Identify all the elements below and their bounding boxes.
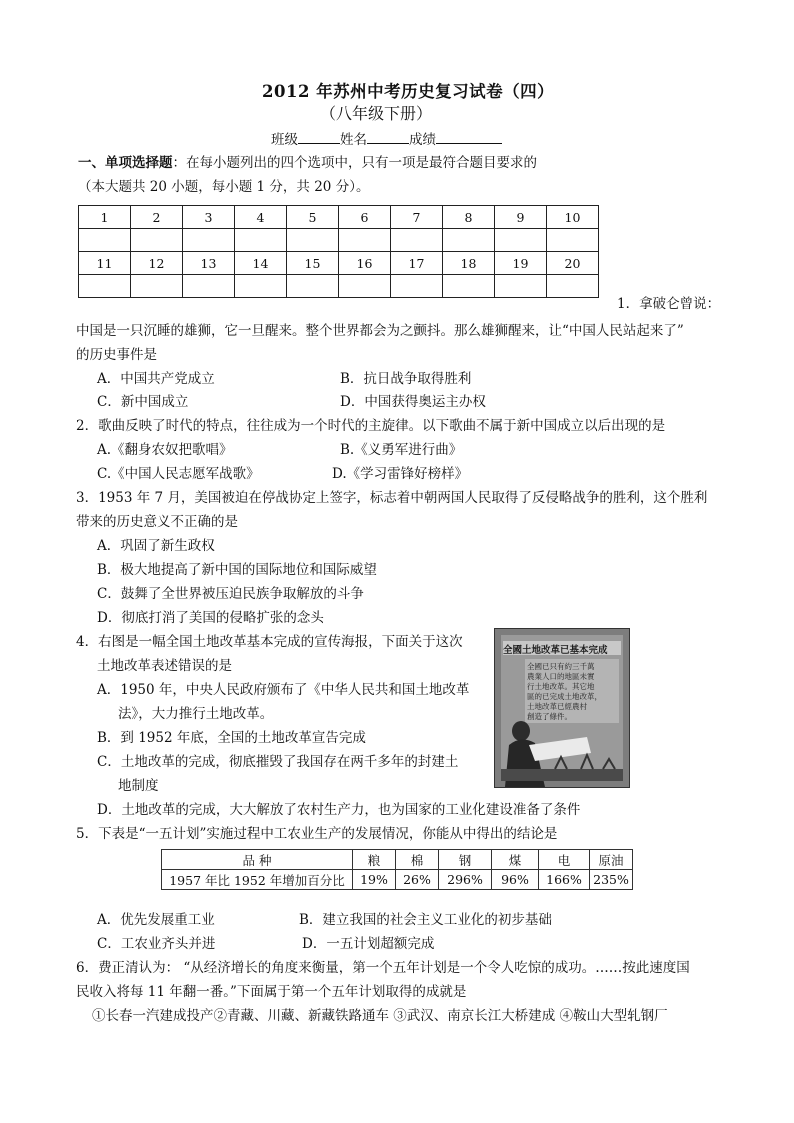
answer-blank-cell[interactable]: [131, 275, 183, 298]
q3-stem-line2: 带来的历史意义不正确的是: [76, 514, 238, 530]
poster-text-block: [527, 662, 602, 722]
answer-number-cell: 12: [131, 252, 183, 275]
answer-number-cell: 10: [547, 206, 599, 229]
q2-option-a[interactable]: A.《翻身农奴把歌唱》: [97, 442, 233, 458]
q1-lead: 1．拿破仑曾说：: [617, 296, 721, 312]
q4-stem-line1: 4．右图是一幅全国土地改革基本完成的宣传海报，下面关于这次: [76, 634, 463, 650]
answer-blank-cell[interactable]: [339, 229, 391, 252]
answer-number-cell: 2: [131, 206, 183, 229]
q1-option-c[interactable]: C．新中国成立: [97, 394, 189, 410]
poster-text-line: 全國已只有約三千萬: [527, 662, 595, 671]
q1-stem-line2: 中国是一只沉睡的雄狮，它一旦醒来。整个世界都会为之颤抖。那么雄狮醒来，让“中国人民站起来了”: [76, 323, 684, 339]
poster-text-line: 區的已完成土地改革，: [527, 692, 602, 701]
q2-option-d[interactable]: D.《学习雷锋好榜样》: [332, 466, 469, 482]
production-header-cell: 棉: [396, 850, 439, 870]
q3-option-c[interactable]: C．鼓舞了全世界被压迫民族争取解放的斗争: [97, 586, 364, 602]
poster-title: 全國土地改革已基本完成: [503, 645, 608, 656]
answer-blank-cell[interactable]: [443, 229, 495, 252]
q4-option-b[interactable]: B．到 1952 年底，全国的土地改革宣告完成: [97, 730, 366, 746]
score-blank[interactable]: [436, 130, 502, 144]
production-value-cell: 19%: [353, 870, 396, 890]
q5-option-c[interactable]: C．工农业齐头并进: [97, 936, 216, 952]
class-label: 班级: [271, 132, 298, 148]
answer-number-cell: 17: [391, 252, 443, 275]
production-table: [161, 849, 633, 890]
q3-option-d[interactable]: D．彻底打消了美国的侵略扩张的念头: [97, 610, 324, 626]
answer-blank-cell[interactable]: [391, 275, 443, 298]
answer-blank-cell[interactable]: [547, 275, 599, 298]
answer-blank-cell[interactable]: [79, 229, 131, 252]
answer-blank-cell[interactable]: [235, 275, 287, 298]
q5-option-d[interactable]: D．一五计划超额完成: [302, 936, 435, 952]
q3-option-b[interactable]: B．极大地提高了新中国的国际地位和国际威望: [97, 562, 377, 578]
name-blank[interactable]: [367, 130, 409, 144]
q4-option-c-line1[interactable]: C．土地改革的完成，彻底摧毁了我国存在两千多年的封建土: [97, 754, 459, 770]
production-header-cell: 粮: [353, 850, 396, 870]
q6-items: ①长春一汽建成投产②青藏、川藏、新藏铁路通车 ③武汉、南京长江大桥建成 ④鞍山大型轧钢厂: [92, 1008, 668, 1024]
answer-number-cell: 7: [391, 206, 443, 229]
answer-blank-cell[interactable]: [131, 229, 183, 252]
answer-blank-cell[interactable]: [391, 229, 443, 252]
answer-blank-row: [79, 229, 599, 252]
answer-blank-cell[interactable]: [495, 275, 547, 298]
answer-blank-cell[interactable]: [79, 275, 131, 298]
land-reform-poster: [494, 628, 630, 788]
section-instruction: ：在每小题列出的四个选项中，只有一项是最符合题目要求的: [172, 155, 537, 171]
production-value-cell: 96%: [492, 870, 539, 890]
answer-blank-cell[interactable]: [235, 229, 287, 252]
answer-number-cell: 13: [183, 252, 235, 275]
q5-option-b[interactable]: B．建立我国的社会主义工业化的初步基础: [299, 912, 552, 928]
answer-blank-cell[interactable]: [183, 275, 235, 298]
q2-stem: 2．歌曲反映了时代的特点，往往成为一个时代的主旋律。以下歌曲不属于新中国成立以后出现的是: [76, 418, 666, 434]
answer-grid: [78, 205, 599, 298]
answer-number-cell: 4: [235, 206, 287, 229]
q2-option-b[interactable]: B.《义勇军进行曲》: [340, 442, 463, 458]
answer-number-cell: 18: [443, 252, 495, 275]
answer-number-cell: 16: [339, 252, 391, 275]
answer-number-cell: 5: [287, 206, 339, 229]
q1-option-d[interactable]: D．中国获得奥运主办权: [340, 394, 486, 410]
answer-number-cell: 11: [79, 252, 131, 275]
section-heading: 一、单项选择题: [78, 155, 173, 171]
production-value-cell: 235%: [590, 870, 633, 890]
answer-number-cell: 14: [235, 252, 287, 275]
production-header-cell: 钢: [439, 850, 492, 870]
answer-blank-cell[interactable]: [287, 275, 339, 298]
page-subtitle: （八年级下册）: [320, 104, 433, 123]
production-value-cell: 166%: [539, 870, 590, 890]
name-label: 姓名: [340, 132, 367, 148]
answer-blank-cell[interactable]: [443, 275, 495, 298]
poster-text-line: 土地改革已經農村: [527, 702, 587, 711]
answer-blank-cell[interactable]: [547, 229, 599, 252]
q1-option-b[interactable]: B．抗日战争取得胜利: [340, 371, 472, 387]
answer-blank-row: [79, 275, 599, 298]
q4-option-d[interactable]: D．土地改革的完成，大大解放了农村生产力，也为国家的工业化建设准备了条件: [97, 802, 581, 818]
q1-stem-line3: 的历史事件是: [76, 347, 157, 363]
answer-number-row: [79, 206, 599, 229]
class-blank[interactable]: [298, 130, 340, 144]
answer-blank-cell[interactable]: [287, 229, 339, 252]
answer-blank-cell[interactable]: [339, 275, 391, 298]
production-table-row: [162, 870, 633, 890]
production-table-header: [162, 850, 633, 870]
q4-option-a-line2[interactable]: 法》，大力推行土地改革。: [118, 706, 274, 722]
q5-stem: 5．下表是“一五计划”实施过程中工农业生产的发展情况，你能从中得出的结论是: [76, 826, 558, 842]
answer-number-cell: 8: [443, 206, 495, 229]
production-value-cell: 26%: [396, 870, 439, 890]
answer-number-cell: 9: [495, 206, 547, 229]
score-label: 成绩: [409, 132, 436, 148]
q6-stem-line1: 6．费正清认为： “从经济增长的角度来衡量，第一个五年计划是一个令人吃惊的成功。……按此速度国: [76, 960, 690, 976]
q2-option-c[interactable]: C.《中国人民志愿军战歌》: [97, 466, 260, 482]
poster-text-line: 農業人口的地區未實: [527, 672, 595, 681]
answer-blank-cell[interactable]: [183, 229, 235, 252]
answer-blank-cell[interactable]: [495, 229, 547, 252]
production-value-cell: 1957 年比 1952 年增加百分比: [162, 870, 353, 890]
q6-stem-line2: 民收入将每 11 年翻一番。”下面属于第一个五年计划取得的成就是: [76, 984, 467, 1000]
production-header-cell: 电: [539, 850, 590, 870]
answer-number-row: [79, 252, 599, 275]
student-info-line: [271, 130, 502, 149]
answer-number-cell: 1: [79, 206, 131, 229]
answer-number-cell: 15: [287, 252, 339, 275]
answer-number-cell: 20: [547, 252, 599, 275]
section-heading-line: [78, 154, 537, 172]
answer-number-cell: 3: [183, 206, 235, 229]
answer-number-cell: 19: [495, 252, 547, 275]
q5-option-a[interactable]: A．优先发展重工业: [97, 912, 215, 928]
section-note: （本大题共 20 小题，每小题 1 分，共 20 分）。: [78, 179, 370, 195]
page-title: 2012 年苏州中考历史复习试卷（四）: [262, 82, 555, 101]
poster-text-line: 行土地改革。其它地: [527, 682, 595, 691]
q4-option-c-line2[interactable]: 地制度: [118, 778, 159, 794]
q4-stem-line2: 土地改革表述错误的是: [97, 658, 232, 674]
q3-stem-line1: 3．1953 年 7 月，美国被迫在停战协定上签字，标志着中朝两国人民取得了反侵略战争的胜利，这个胜利: [76, 490, 708, 506]
poster-text-line: 創造了條件。: [527, 712, 572, 721]
q4-option-a-line1[interactable]: A．1950 年，中央人民政府颁布了《中华人民共和国土地改革: [97, 682, 470, 698]
q1-option-a[interactable]: A．中国共产党成立: [97, 371, 215, 387]
production-header-cell: 品 种: [162, 850, 353, 870]
production-header-cell: 煤: [492, 850, 539, 870]
production-header-cell: 原油: [590, 850, 633, 870]
q3-option-a[interactable]: A．巩固了新生政权: [97, 538, 215, 554]
answer-number-cell: 6: [339, 206, 391, 229]
production-value-cell: 296%: [439, 870, 492, 890]
